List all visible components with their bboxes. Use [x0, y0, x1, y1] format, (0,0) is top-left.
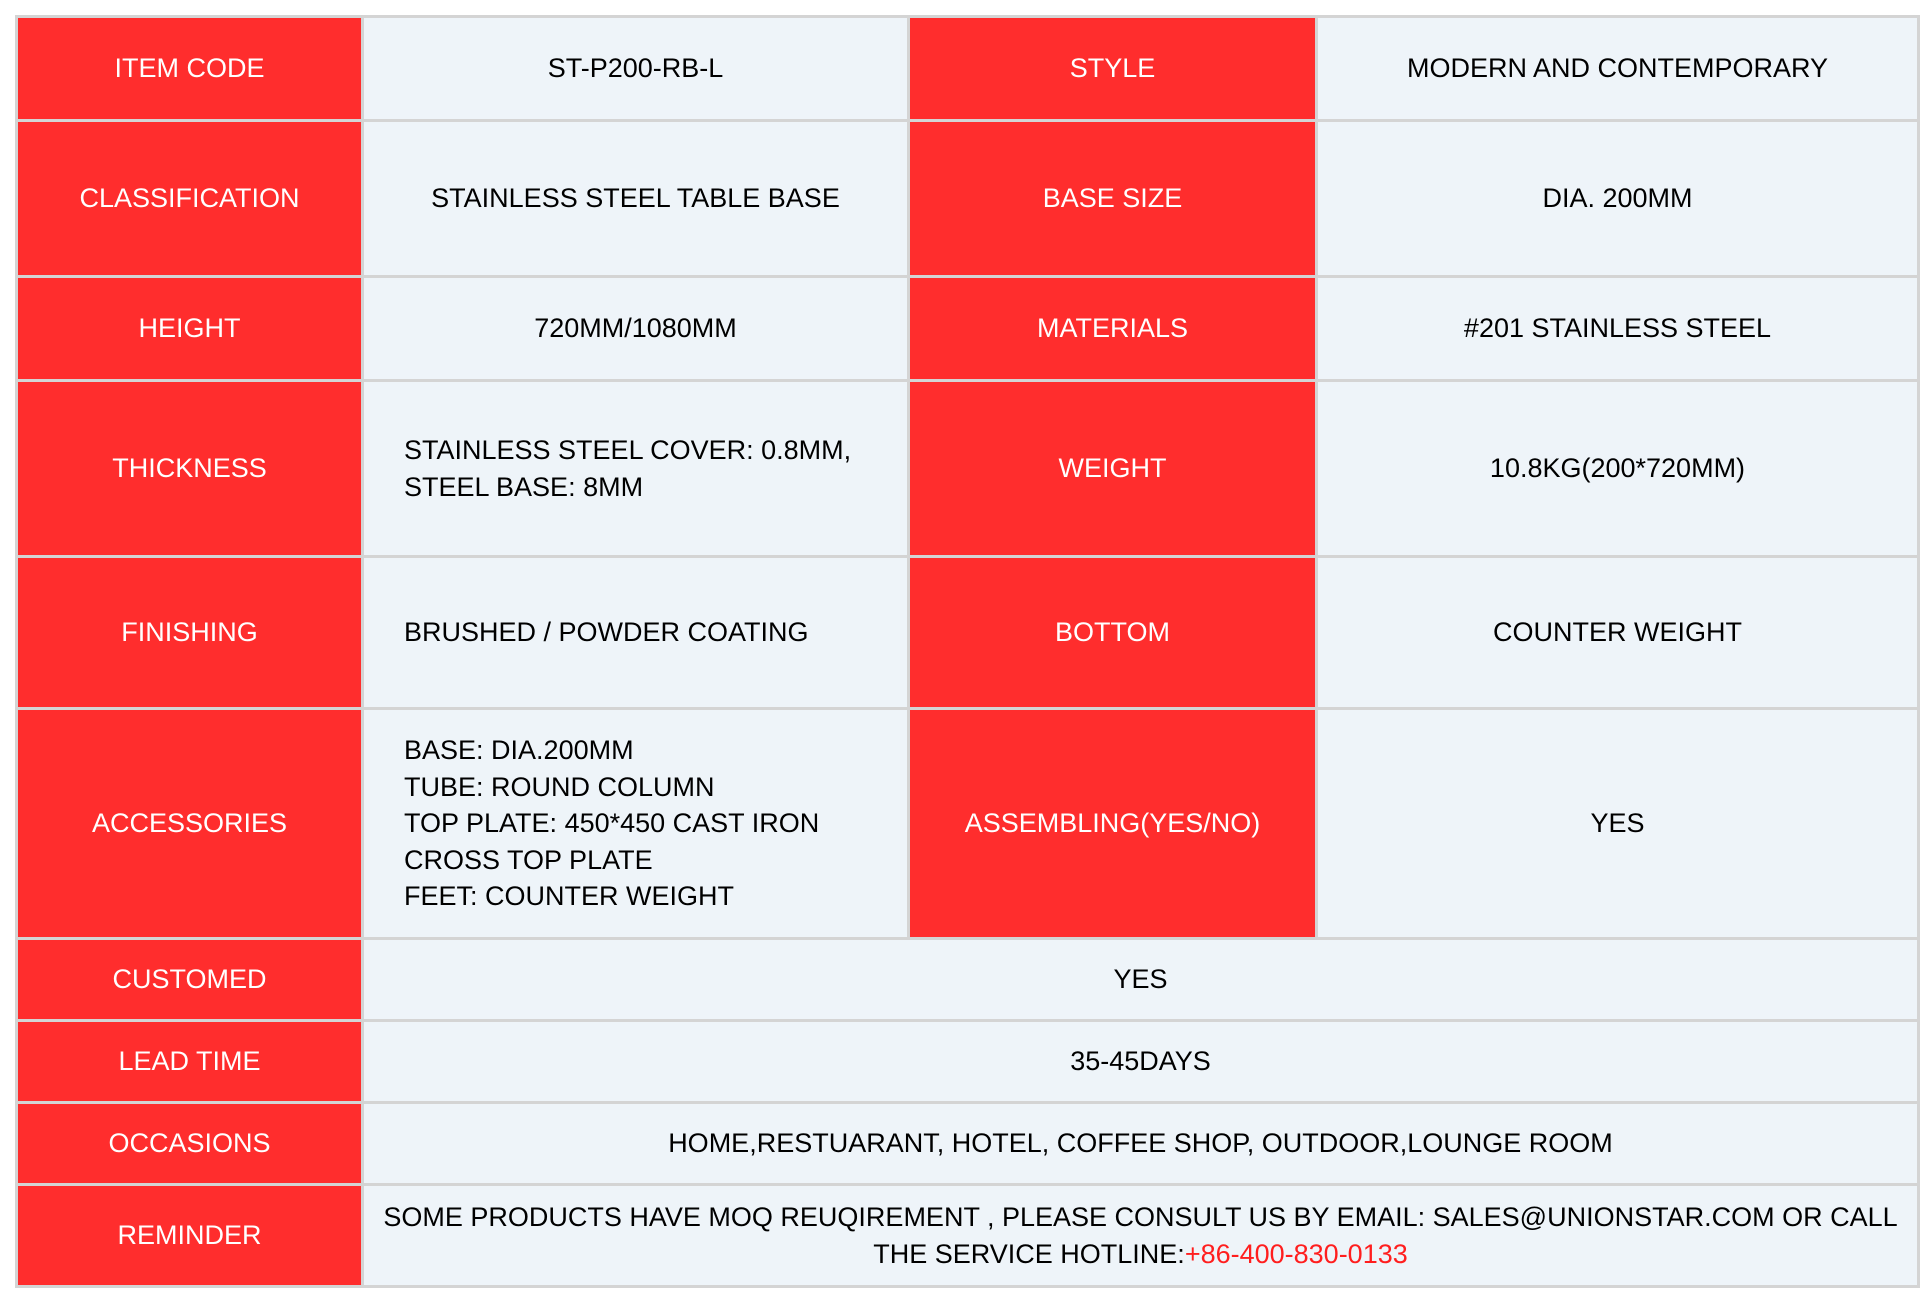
classification-label: CLASSIFICATION: [17, 121, 363, 277]
base-size-label: BASE SIZE: [909, 121, 1317, 277]
table-row: [17, 277, 1919, 381]
style-label: STYLE: [909, 17, 1317, 121]
customed-label: CUSTOMED: [17, 939, 363, 1021]
assembling-label: ASSEMBLING(YES/NO): [909, 709, 1317, 939]
base-size-value: DIA. 200MM: [1317, 121, 1919, 277]
finishing-value: BRUSHED / POWDER COATING: [363, 557, 909, 709]
classification-value: STAINLESS STEEL TABLE BASE: [363, 121, 909, 277]
finishing-label: FINISHING: [17, 557, 363, 709]
style-value: MODERN AND CONTEMPORARY: [1317, 17, 1919, 121]
table-row: [17, 709, 1919, 939]
bottom-label: BOTTOM: [909, 557, 1317, 709]
reminder-label: REMINDER: [17, 1185, 363, 1287]
thickness-label: THICKNESS: [17, 381, 363, 557]
lead-time-label: LEAD TIME: [17, 1021, 363, 1103]
thickness-line: STAINLESS STEEL COVER: 0.8MM,: [404, 435, 852, 466]
hotline-number: +86-400-830-0133: [1184, 1238, 1408, 1269]
customed-value: YES: [363, 939, 1919, 1021]
lead-time-value: 35-45DAYS: [363, 1021, 1919, 1103]
table-row: [17, 17, 1919, 121]
accessories-line: FEET: COUNTER WEIGHT: [404, 881, 734, 912]
reminder-line: SOME PRODUCTS HAVE MOQ REUQIREMENT , PLEASE CONSULT US BY EMAIL: SALES@UNIONSTAR.COM OR CALL: [383, 1202, 1898, 1233]
accessories-label: ACCESSORIES: [17, 709, 363, 939]
table-row: [17, 1021, 1919, 1103]
accessories-line: TOP PLATE: 450*450 CAST IRON: [404, 808, 820, 839]
table-row: [17, 1103, 1919, 1185]
table-row: [17, 557, 1919, 709]
item-code-label: ITEM CODE: [17, 17, 363, 121]
height-value: 720MM/1080MM: [363, 277, 909, 381]
thickness-line: STEEL BASE: 8MM: [404, 471, 644, 502]
hotline-prefix: THE SERVICE HOTLINE:: [873, 1238, 1185, 1269]
table-row: [17, 381, 1919, 557]
table-row: [17, 939, 1919, 1021]
materials-label: MATERIALS: [909, 277, 1317, 381]
table-row: [17, 1185, 1919, 1287]
height-label: HEIGHT: [17, 277, 363, 381]
thickness-value: [363, 381, 909, 557]
product-spec-table: [15, 15, 1920, 1288]
assembling-value: YES: [1317, 709, 1919, 939]
bottom-value: COUNTER WEIGHT: [1317, 557, 1919, 709]
materials-value: #201 STAINLESS STEEL: [1317, 277, 1919, 381]
reminder-value: [363, 1185, 1919, 1287]
accessories-line: CROSS TOP PLATE: [404, 844, 653, 875]
accessories-line: TUBE: ROUND COLUMN: [404, 771, 715, 802]
table-row: [17, 121, 1919, 277]
occasions-label: OCCASIONS: [17, 1103, 363, 1185]
item-code-value: ST-P200-RB-L: [363, 17, 909, 121]
weight-label: WEIGHT: [909, 381, 1317, 557]
weight-value: 10.8KG(200*720MM): [1317, 381, 1919, 557]
reminder-line: [374, 1236, 1907, 1272]
occasions-value: HOME,RESTUARANT, HOTEL, COFFEE SHOP, OUTDOOR,LOUNGE ROOM: [363, 1103, 1919, 1185]
accessories-line: BASE: DIA.200MM: [404, 735, 634, 766]
accessories-value: [363, 709, 909, 939]
